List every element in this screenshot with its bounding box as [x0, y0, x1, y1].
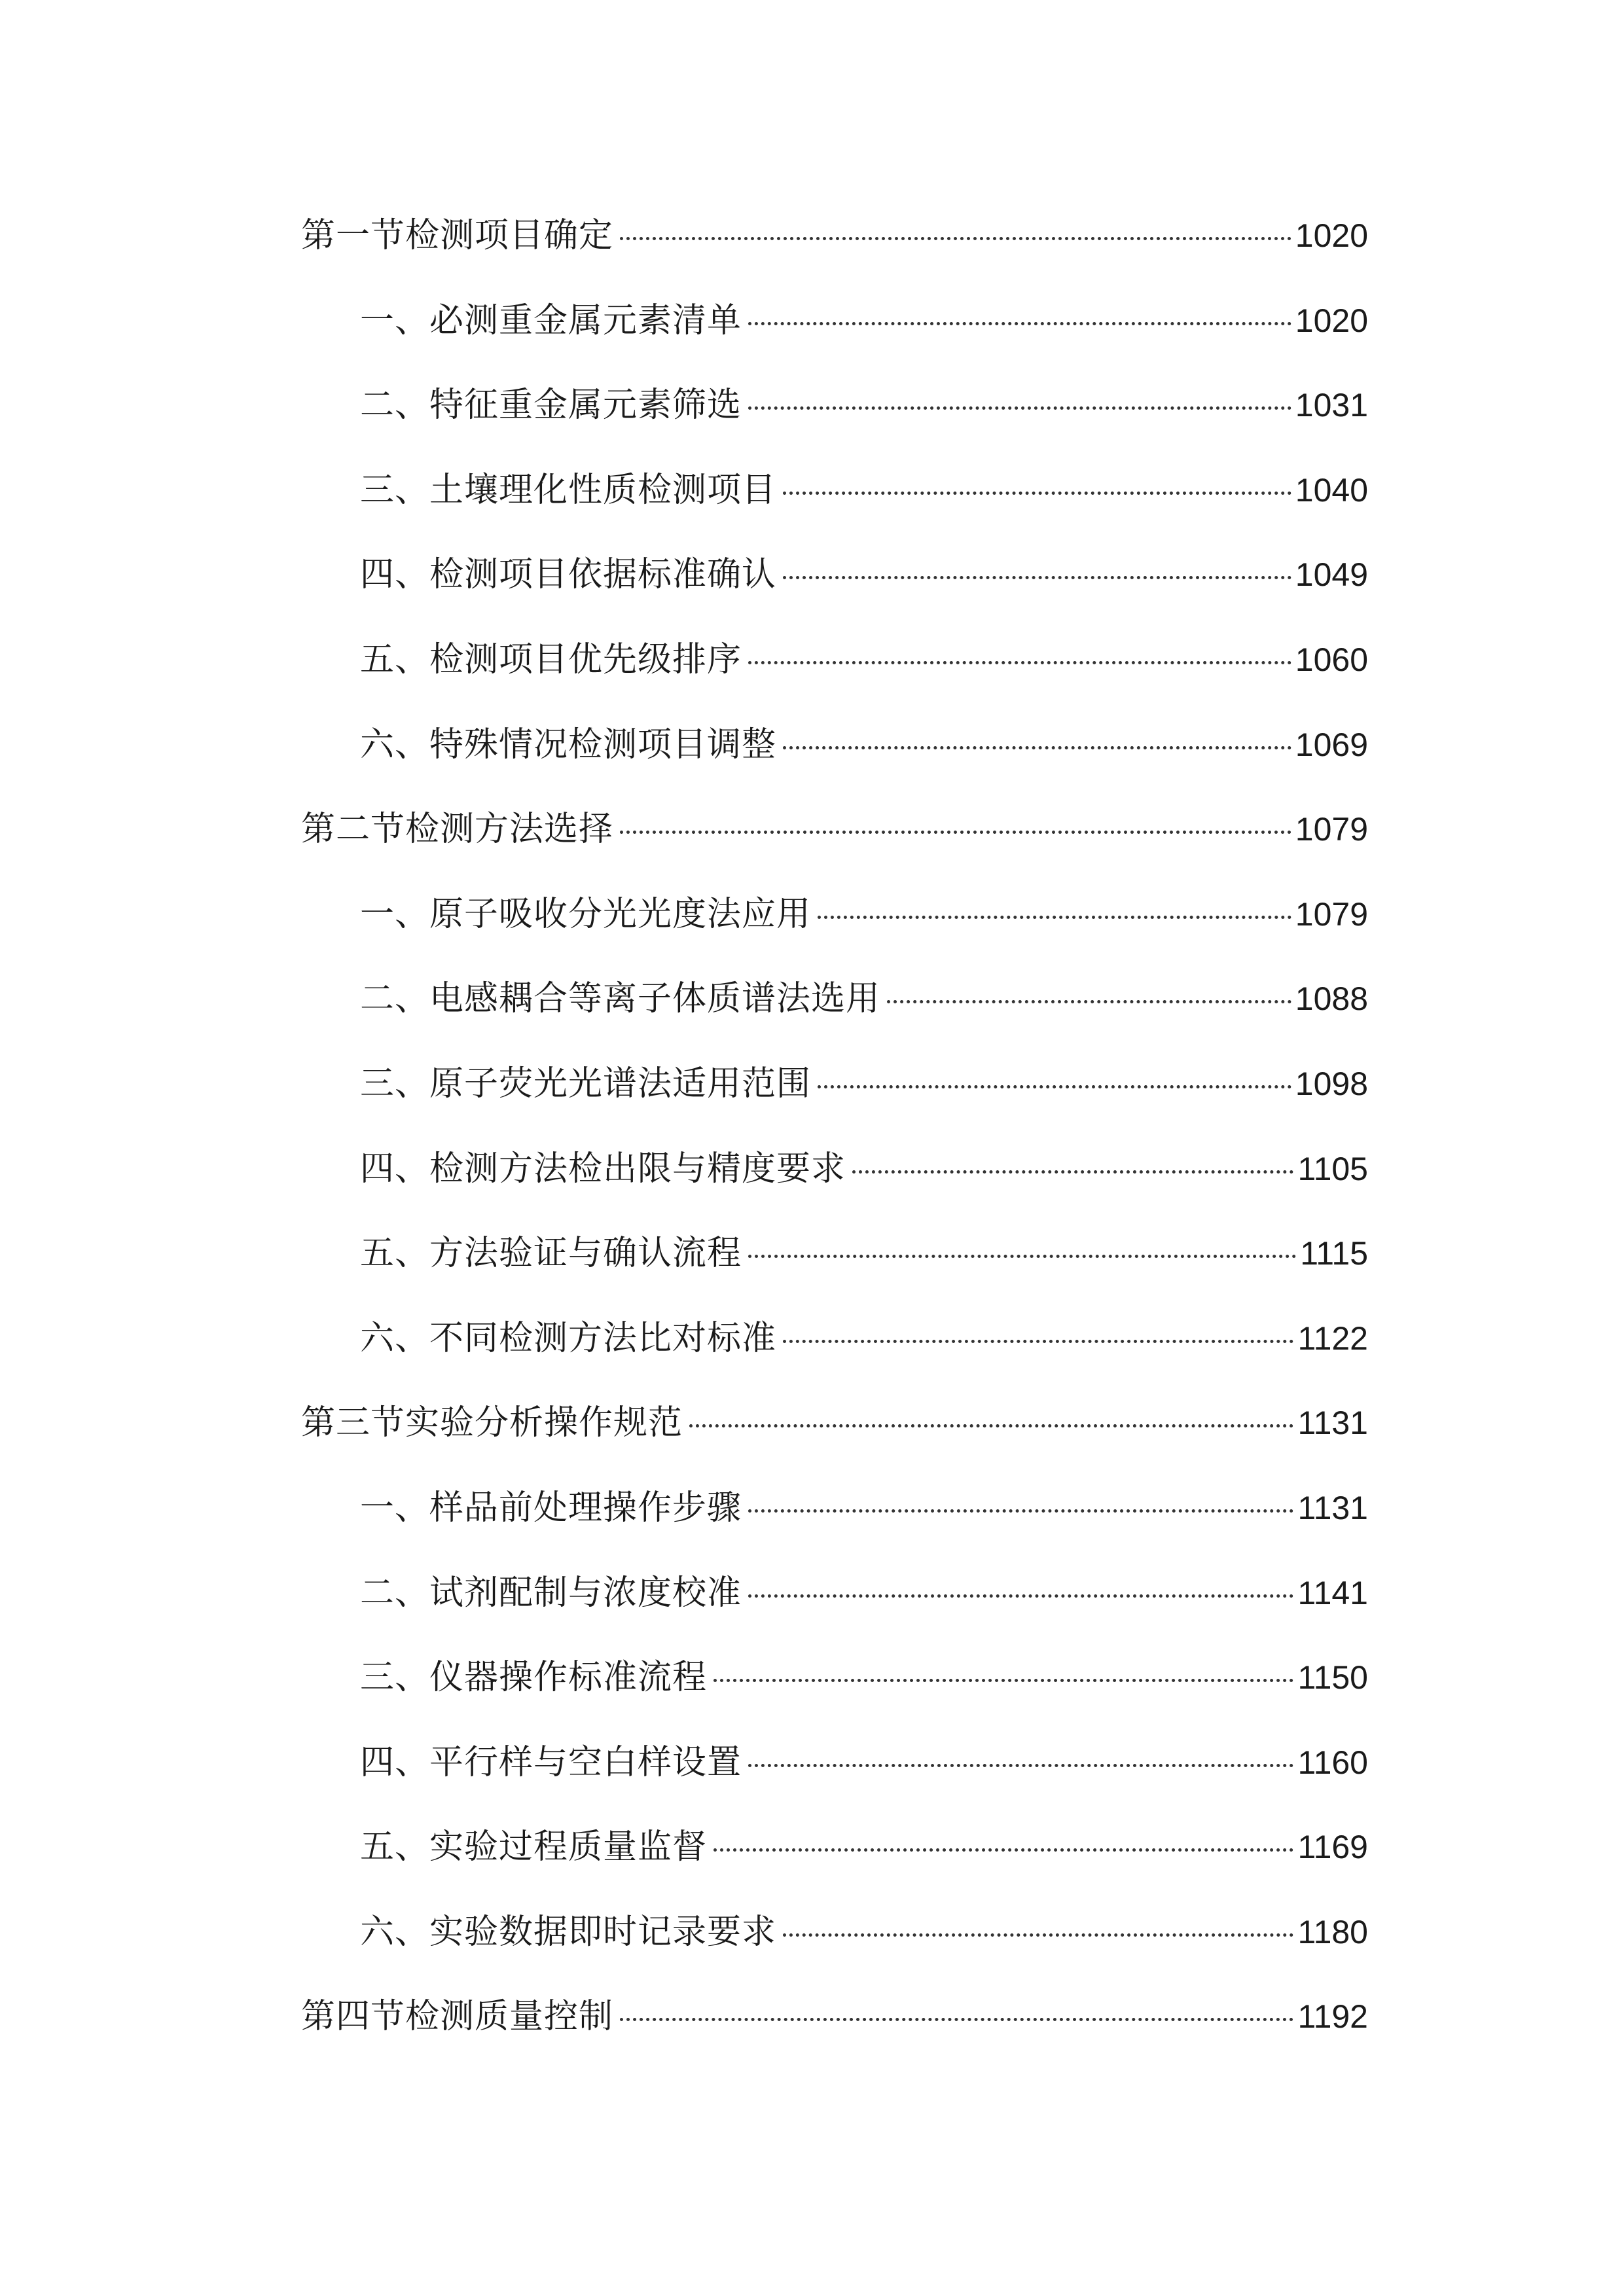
toc-entry-page-number: 1098	[1295, 1065, 1368, 1102]
toc-entry-title: 五、检测项目优先级排序	[360, 639, 742, 679]
toc-entry-page-number: 1020	[1295, 217, 1368, 254]
toc-entry-page-number: 1122	[1297, 1319, 1368, 1357]
dot-leader	[783, 492, 1291, 495]
dot-leader	[620, 237, 1291, 240]
toc-entry-page-number: 1169	[1297, 1829, 1368, 1866]
toc-entry[interactable]	[301, 467, 1368, 552]
dot-leader	[748, 406, 1291, 410]
toc-entry-title: 四、检测方法检出限与精度要求	[360, 1149, 846, 1189]
toc-entry-page-number: 1020	[1295, 302, 1368, 339]
toc-entry-page-number: 1192	[1297, 1998, 1368, 2036]
toc-entry-title: 五、实验过程质量监督	[360, 1827, 708, 1867]
toc-entry[interactable]	[301, 298, 1368, 383]
toc-entry[interactable]	[301, 637, 1368, 722]
toc-entry-title: 一、样品前处理操作步骤	[360, 1488, 742, 1528]
toc-entry[interactable]	[301, 1570, 1368, 1655]
toc-entry[interactable]	[301, 382, 1368, 467]
toc-entry-title: 第三节实验分析操作规范	[301, 1403, 683, 1443]
toc-entry-section-4[interactable]	[301, 1994, 1368, 2079]
dot-leader	[748, 661, 1291, 664]
toc-entry-title: 一、必测重金属元素清单	[360, 300, 742, 340]
toc-entry[interactable]	[301, 1909, 1368, 1994]
toc-entry[interactable]	[301, 1230, 1368, 1316]
toc-entry-title: 三、土壤理化性质检测项目	[360, 470, 777, 510]
toc-entry-section-3[interactable]	[301, 1400, 1368, 1485]
table-of-contents	[301, 213, 1368, 2079]
toc-entry-title: 四、平行样与空白样设置	[360, 1742, 742, 1782]
dot-leader	[818, 1085, 1291, 1088]
toc-entry-page-number: 1060	[1295, 641, 1368, 678]
toc-entry-title: 六、不同检测方法比对标准	[360, 1318, 777, 1358]
dot-leader	[620, 2018, 1293, 2021]
toc-entry-title: 二、特征重金属元素筛选	[360, 386, 742, 425]
toc-entry-title: 二、试剂配制与浓度校准	[360, 1573, 742, 1613]
toc-entry[interactable]	[301, 552, 1368, 637]
dot-leader	[689, 1424, 1293, 1427]
dot-leader	[783, 746, 1291, 749]
toc-entry-page-number: 1180	[1297, 1913, 1368, 1950]
toc-entry-title: 三、仪器操作标准流程	[360, 1658, 708, 1698]
toc-entry-title: 一、原子吸收分光光度法应用	[360, 894, 812, 934]
toc-entry-title: 四、检测项目依据标准确认	[360, 555, 777, 595]
toc-entry[interactable]	[301, 1061, 1368, 1146]
toc-entry-page-number: 1105	[1297, 1150, 1368, 1187]
toc-entry-title: 第一节检测项目确定	[301, 216, 614, 255]
toc-entry-page-number: 1031	[1295, 387, 1368, 424]
toc-entry[interactable]	[301, 1740, 1368, 1825]
toc-entry[interactable]	[301, 1485, 1368, 1570]
toc-entry-page-number: 1131	[1297, 1405, 1368, 1442]
toc-entry-page-number: 1088	[1295, 980, 1368, 1018]
dot-leader	[713, 1848, 1293, 1852]
toc-entry-page-number: 1069	[1295, 726, 1368, 763]
toc-entry-page-number: 1049	[1295, 556, 1368, 594]
toc-entry[interactable]	[301, 891, 1368, 977]
toc-entry-page-number: 1141	[1297, 1574, 1368, 1611]
dot-leader	[748, 1764, 1293, 1767]
dot-leader	[748, 1594, 1293, 1598]
toc-entry-page-number: 1040	[1295, 471, 1368, 509]
toc-entry[interactable]	[301, 976, 1368, 1061]
toc-entry-title: 六、特殊情况检测项目调整	[360, 725, 777, 764]
toc-entry-title: 六、实验数据即时记录要求	[360, 1912, 777, 1952]
toc-entry-page-number: 1079	[1295, 811, 1368, 848]
toc-entry-title: 五、方法验证与确认流程	[360, 1234, 742, 1274]
toc-entry[interactable]	[301, 1146, 1368, 1231]
toc-entry-page-number: 1131	[1297, 1489, 1368, 1526]
toc-entry-page-number: 1160	[1297, 1744, 1368, 1781]
toc-entry-title: 三、原子荧光光谱法适用范围	[360, 1064, 812, 1103]
dot-leader	[783, 576, 1291, 579]
toc-entry-title: 第二节检测方法选择	[301, 810, 614, 850]
toc-entry-section-2[interactable]	[301, 806, 1368, 891]
toc-entry-title: 第四节检测质量控制	[301, 1997, 614, 2037]
dot-leader	[748, 1509, 1293, 1513]
dot-leader	[783, 1340, 1293, 1343]
dot-leader	[852, 1170, 1293, 1174]
dot-leader	[818, 916, 1291, 919]
toc-entry[interactable]	[301, 1316, 1368, 1401]
dot-leader	[748, 322, 1291, 325]
dot-leader	[713, 1679, 1293, 1682]
toc-entry[interactable]	[301, 1655, 1368, 1740]
dot-leader	[620, 831, 1291, 834]
dot-leader	[783, 1933, 1293, 1937]
toc-entry-page-number: 1150	[1297, 1659, 1368, 1696]
toc-entry[interactable]	[301, 722, 1368, 807]
dot-leader	[748, 1255, 1296, 1258]
toc-entry[interactable]	[301, 1824, 1368, 1909]
toc-entry-title: 二、电感耦合等离子体质谱法选用	[360, 979, 881, 1019]
toc-entry-section-1[interactable]	[301, 213, 1368, 298]
toc-entry-page-number: 1115	[1300, 1235, 1368, 1272]
toc-entry-page-number: 1079	[1295, 895, 1368, 933]
dot-leader	[887, 1000, 1291, 1003]
